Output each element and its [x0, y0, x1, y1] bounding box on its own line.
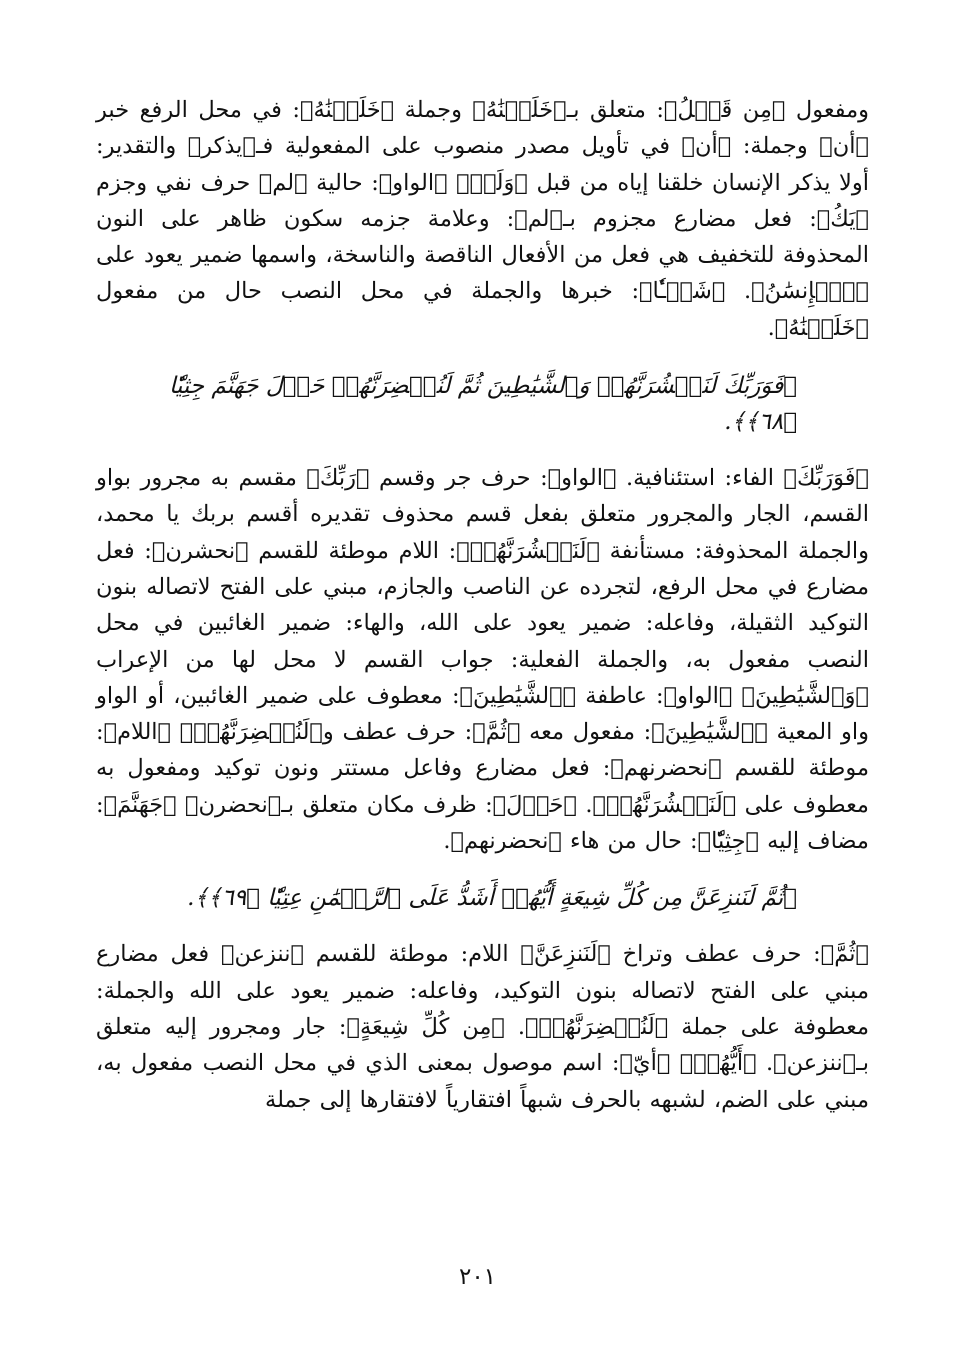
quran-verse-68: ﴿فَوَرَبِّكَ لَنَحۡشُرَنَّهُمۡ وَٱلشَّيَٰطِينَ ثُمَّ لَنُحۡضِرَنَّهُمۡ حَوۡلَ جَهَنَّمَ جِثِيّٗا ﴿٦٨﴾﴾. — [168, 373, 797, 436]
quran-verse-69: ﴿ثُمَّ لَنَنزِعَنَّ مِن كُلِّ شِيعَةٍ أَيُّهُمۡ أَشَدُّ عَلَى ٱلرَّحۡمَٰنِ عِتِيّٗا ﴿٦٩﴾﴾. — [187, 885, 797, 912]
paragraph-2: ﴿فَوَرَبِّكَ﴾ الفاء: استئنافية. ﴿الواو﴾: حرف جر وقسم ﴿رَبِّكَ﴾ مقسم به مجرور بواو القسم، الجار والمجرور متعلق بفعل قسم محذوف تقديره أقسم بربك يا محمد، والجملة المحذوفة: مستأنفة ﴿لَنَحۡشُرَنَّهُمۡ﴾: اللام موطئة للقسم ﴿نحشرن﴾: فعل مضارع في محل الرفع، لتجرده عن الناصب والجازم، مبني على الفتح لاتصاله بنون التوكيد الثقيلة، وفاعله: ضمير يعود على الله، والهاء: ضمير الغائبين في محل النصب مفعول به، والجملة الفعلية: جواب القسم لا محل لها من الإعراب ﴿وَٱلشَّيَٰطِينَ﴾ ﴿الواو﴾: عاطفة ﴿ٱلشَّيَٰطِينَ﴾: معطوف على ضمير الغائبين، أو الواو واو المعية ﴿ٱلشَّيَٰطِينَ﴾: مفعول معه ﴿ثُمَّ﴾: حرف عطف و﴿لَنُحۡضِرَنَّهُمۡ﴾ ﴿اللام﴾: موطئة للقسم ﴿نحضرنهم﴾: فعل مضارع وفاعل مستتر ونون توكيد ومفعول به معطوف على ﴿لَنَحۡشُرَنَّهُمۡ﴾. ﴿حَوۡلَ﴾: ظرف مكان متعلق بـ﴿نحضرن﴾ ﴿جَهَنَّمَ﴾: مضاف إليه ﴿جِثِيّٗا﴾: حال من هاء ﴿نحضرنهم﴾. — [96, 465, 869, 855]
page-number: ٢٠١ — [458, 1264, 497, 1290]
paragraph-3: ﴿ثُمَّ﴾: حرف عطف وتراخ ﴿لَنَنزِعَنَّ﴾ اللام: موطئة للقسم ﴿ننزعن﴾ فعل مضارع مبني على الفتح لاتصاله بنون التوكيد، وفاعله: ضمير يعود على الله والجملة: معطوفة على جملة ﴿لَنُحۡضِرَنَّهُمۡ﴾. ﴿مِن كُلِّ شِيعَةٍ﴾: جار ومجرور إليه متعلق بـ﴿ننزعن﴾. ﴿أَيُّهُمۡ﴾ ﴿أيّ﴾: اسم موصول بمعنى الذي في محل النصب مفعول به، مبني على الضم، لشبهه بالحرف شبهاً افتقارياً لافتقارها إلى جملة — [96, 941, 869, 1113]
paragraph-1: ومفعول ﴿مِن قَبۡلُ﴾: متعلق بـ﴿خَلَقۡنَٰهُ﴾ وجملة ﴿خَلَقۡنَٰهُ﴾: في محل الرفع خبر ﴿أن﴾ وجملة: ﴿أن﴾ في تأويل مصدر منصوب على المفعولية فـ﴿يذكر﴾ والتقدير: أولا يذكر الإنسان خلقنا إياه من قبل ﴿وَلَمۡ﴾ ﴿الواو﴾: حالية ﴿لم﴾ حرف نفي وجزم ﴿يَكُ﴾: فعل مضارع مجزوم بـ﴿لم﴾: وعلامة جزمه سكون ظاهر على النون المحذوفة للتخفيف هي فعل من الأفعال الناقصة والناسخة، واسمها ضمير يعود على ﴿ٱلۡإِنسَٰنُ﴾. ﴿شَيۡـٔٗا﴾: خبرها والجملة في محل النصب حال من مفعول ﴿خَلَقۡنَٰهُ﴾. — [96, 97, 869, 341]
